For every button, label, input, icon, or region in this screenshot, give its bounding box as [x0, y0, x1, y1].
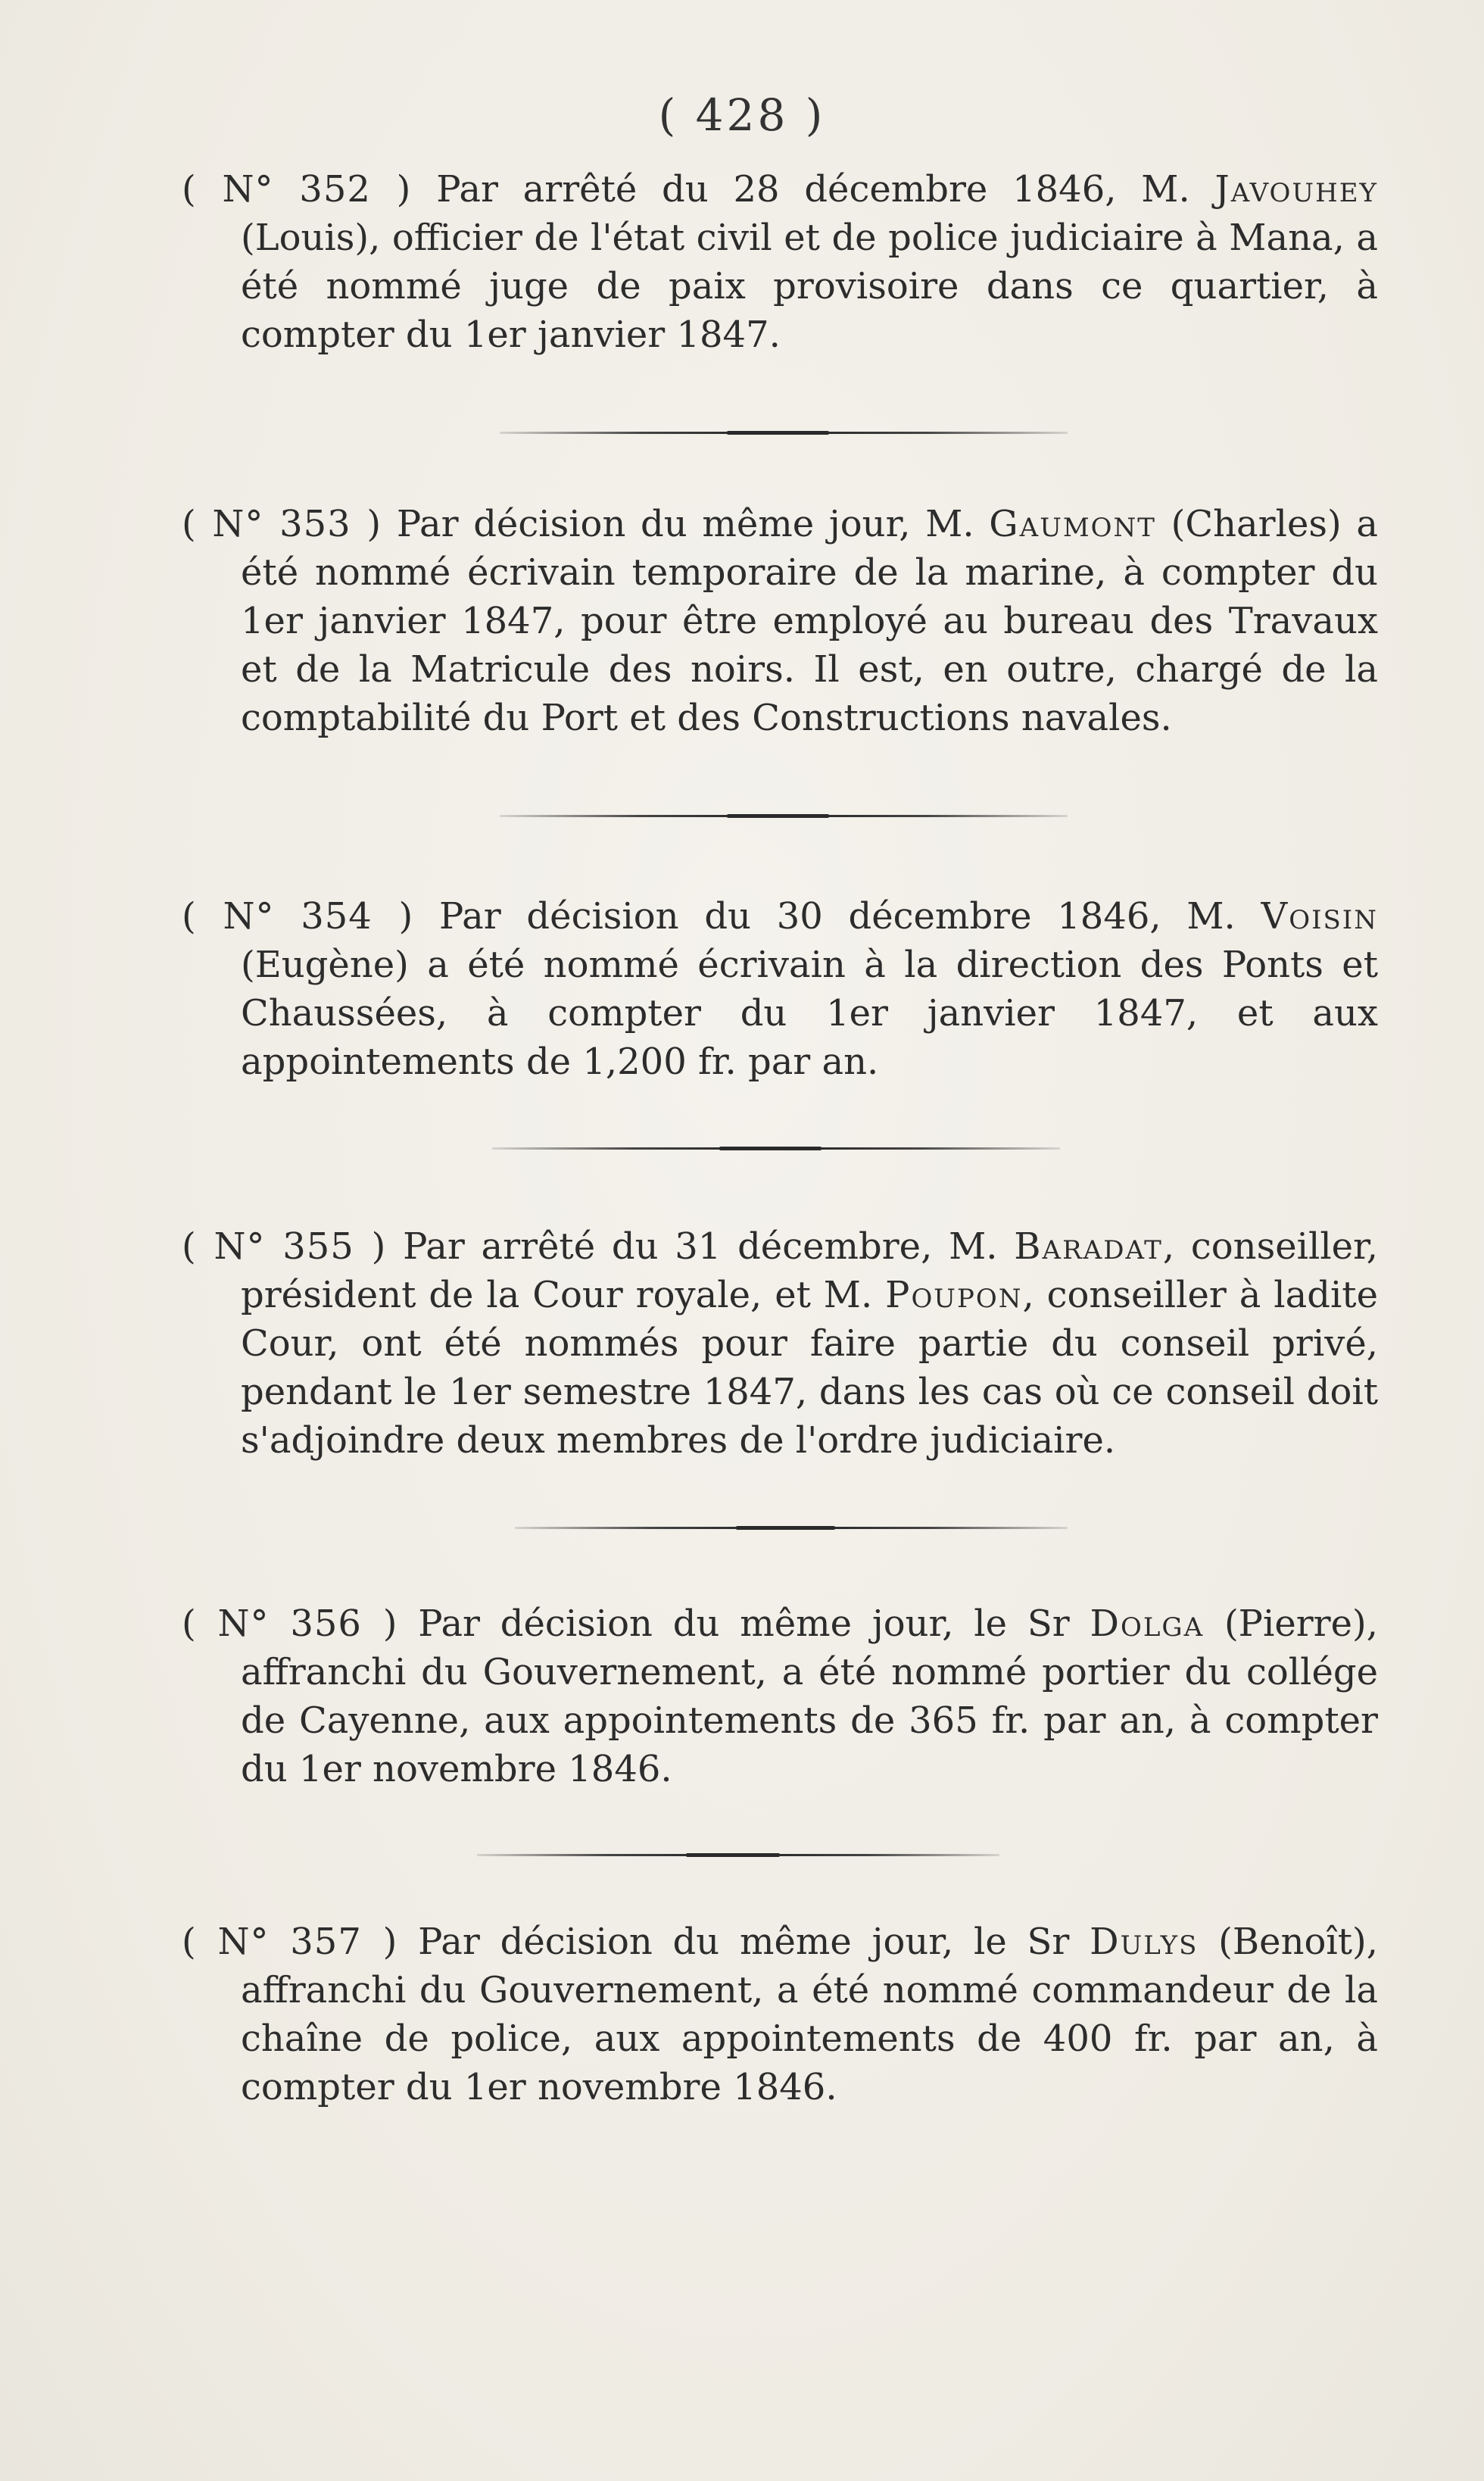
entry-text: (Charles) a été nommé écrivain temporaire de la marine, à compter du 1er janvier 1847, pour être employé au bureau des Travaux et de la Matricule des noirs. Il est, en outre, chargé de la comptabilité du Port et des Constructions navales.	[241, 503, 1379, 739]
separator-rule	[500, 432, 1068, 434]
person-name: Baradat	[1014, 1225, 1163, 1268]
entry-number: ( N° 355 )	[182, 1225, 387, 1268]
entry-text: (Louis), officier de l'état civil et de police judiciaire à Mana, a été nommé juge de paix provisoire dans ce quartier, à compter du 1er janvier 1847.	[241, 217, 1378, 356]
entry-number: ( N° 352 )	[182, 168, 412, 211]
entry-number: ( N° 354 )	[182, 895, 414, 938]
entry-text: Par arrêté du 31 décembre, M.	[403, 1225, 998, 1268]
entry-number: ( N° 353 )	[182, 503, 382, 545]
entry-text: (Pierre), affranchi du Gouvernement, a été nommé portier du collége de Cayenne, aux appointements de 365 fr. par an, à compter du 1er novembre 1846.	[241, 1603, 1379, 1790]
entry-357	[182, 1918, 1378, 2111]
entry-353	[182, 500, 1378, 742]
entry-text: , conseiller à ladite Cour, ont été nommés pour faire partie du conseil privé, pendant le 1er semestre 1847, dans les cas où ce conseil doit s'adjoindre deux membres de l'ordre judiciaire.	[241, 1274, 1378, 1462]
separator-rule	[515, 1527, 1068, 1529]
entry-text: Par décision du même jour, M.	[396, 503, 974, 545]
entry-text: (Eugène) a été nommé écrivain à la direction des Ponts et Chaussées, à compter du 1er janvier 1847, et aux appointements de 1,200 fr. par an.	[241, 944, 1378, 1083]
entry-number: ( N° 356 )	[182, 1603, 398, 1645]
person-name: Gaumont	[989, 503, 1156, 545]
entry-text: Par décision du 30 décembre 1846, M.	[439, 895, 1236, 938]
entry-text: , conseiller, président de la Cour royale, et M.	[241, 1225, 1379, 1316]
person-name: Javouhey	[1214, 168, 1379, 211]
person-name: Poupon	[885, 1274, 1023, 1316]
entry-355	[182, 1222, 1378, 1465]
separator-rule	[500, 815, 1068, 817]
person-name: Dulys	[1090, 1921, 1199, 1963]
entry-356	[182, 1599, 1378, 1793]
entry-text: Par décision du même jour, le Sr	[418, 1603, 1070, 1645]
separator-rule	[492, 1147, 1060, 1150]
entry-text: Par décision du même jour, le Sr	[418, 1921, 1070, 1963]
separator-rule	[477, 1854, 999, 1856]
person-name: Dolga	[1090, 1603, 1205, 1645]
person-name: Voisin	[1261, 895, 1378, 938]
entry-text: (Benoît), affranchi du Gouvernement, a été nommé commandeur de la chaîne de police, aux appointements de 400 fr. par an, à compter du 1er novembre 1846.	[241, 1921, 1379, 2108]
entry-354	[182, 892, 1378, 1086]
entry-number: ( N° 357 )	[182, 1921, 398, 1963]
entry-text: Par arrêté du 28 décembre 1846, M.	[436, 168, 1190, 211]
entry-352	[182, 165, 1378, 359]
page-number: ( 428 )	[658, 89, 826, 141]
